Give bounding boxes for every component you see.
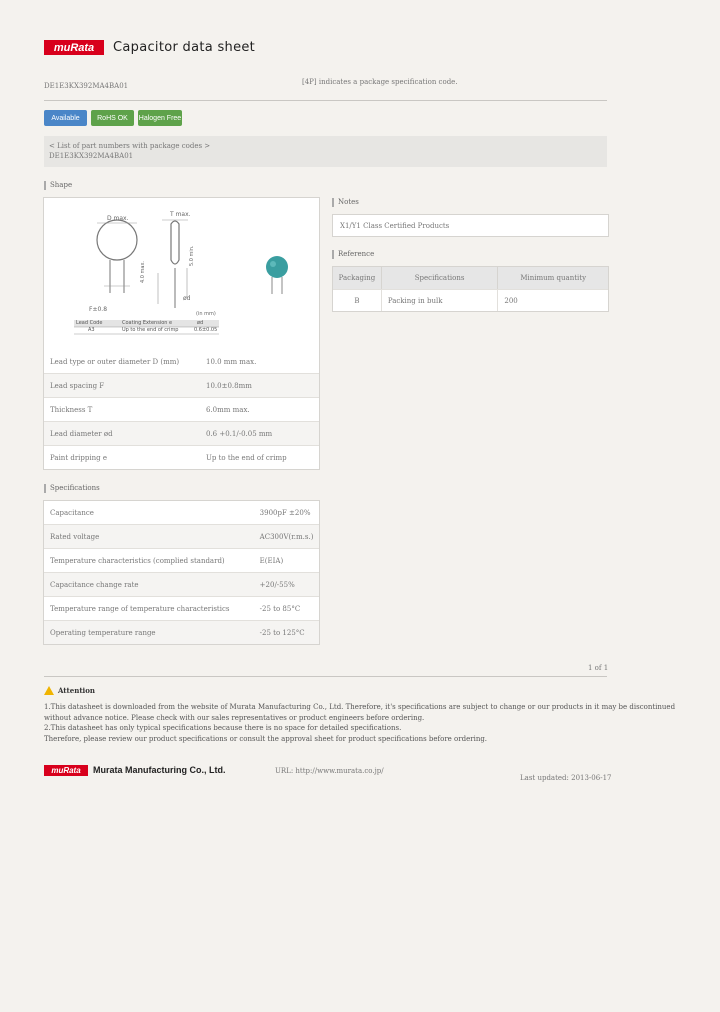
table-row bbox=[44, 620, 319, 644]
dimension-label: Lead spacing F bbox=[50, 381, 105, 390]
t-max-label: T max. bbox=[170, 211, 191, 218]
table-row bbox=[44, 524, 319, 548]
part-list-box bbox=[44, 136, 607, 167]
murata-logo: muRata bbox=[44, 40, 104, 55]
lead-table-header-code: Lead Code bbox=[76, 320, 103, 326]
shape-dimensions-table bbox=[43, 350, 320, 470]
reference-header-quantity: Minimum quantity bbox=[520, 274, 587, 282]
reference-header-packaging: Packaging bbox=[333, 267, 382, 289]
spec-code-note: [4P] indicates a package specification code. bbox=[302, 78, 458, 86]
capacitor-shape-diagram bbox=[44, 198, 319, 351]
table-row bbox=[44, 397, 319, 421]
spec-label: Capacitance change rate bbox=[50, 580, 139, 589]
lead-table-header-coating: Coating Extension e bbox=[122, 320, 173, 326]
spec-value: -25 to 85°C bbox=[259, 604, 301, 613]
spec-value: AC300V(r.m.s.) bbox=[259, 532, 314, 541]
table-row bbox=[44, 572, 319, 596]
lead-table-header-diameter: ød bbox=[197, 320, 204, 326]
footer-url[interactable]: URL: http://www.murata.co.jp/ bbox=[275, 767, 384, 775]
table-row bbox=[44, 421, 319, 445]
dimension-value: Up to the end of crimp bbox=[206, 453, 287, 462]
halogen-free-badge[interactable]: Halogen Free bbox=[138, 110, 182, 126]
reference-heading: Reference bbox=[332, 250, 374, 259]
dimension-label: Lead diameter ød bbox=[50, 429, 113, 438]
footer-murata-logo: muRata bbox=[44, 765, 88, 776]
reference-cell-specifications: Packing in bulk bbox=[382, 290, 499, 311]
lead-table-cell-diameter: 0.6±0.05 bbox=[194, 327, 218, 333]
lead-table-cell-coating: Up to the end of crimp bbox=[122, 327, 179, 333]
table-row bbox=[333, 289, 608, 311]
reference-cell-quantity: 200 bbox=[504, 296, 518, 305]
warning-icon bbox=[44, 686, 54, 695]
reference-cell-packaging: B bbox=[333, 290, 382, 311]
lead-table-cell-code: A3 bbox=[88, 327, 95, 333]
dimension-label: Thickness T bbox=[50, 405, 93, 414]
table-row bbox=[44, 596, 319, 620]
header-divider bbox=[44, 100, 607, 101]
spec-value: 3900pF ±20% bbox=[259, 508, 311, 517]
d-label: ød bbox=[183, 295, 191, 302]
notes-box bbox=[332, 214, 609, 237]
part-list-value[interactable]: DE1E3KX392MA4BA01 bbox=[49, 152, 134, 160]
reference-header-specifications: Specifications bbox=[382, 267, 499, 289]
spec-label: Rated voltage bbox=[50, 532, 100, 541]
last-updated: Last updated: 2013-06-17 bbox=[520, 774, 612, 782]
table-row bbox=[44, 373, 319, 397]
attention-line: 2.This datasheet has only typical specifications because there is no space for detailed specifications. bbox=[44, 724, 402, 732]
unit-label: (in mm) bbox=[196, 311, 216, 317]
attention-header bbox=[44, 686, 95, 695]
specifications-table bbox=[43, 500, 320, 645]
table-header-row bbox=[333, 267, 608, 289]
page-number: 1 of 1 bbox=[588, 664, 609, 672]
dimension-value: 0.6 +0.1/-0.05 mm bbox=[206, 429, 273, 438]
reference-table bbox=[332, 266, 609, 312]
spec-label: Capacitance bbox=[50, 508, 94, 517]
spec-value: +20/-55% bbox=[259, 580, 295, 589]
f-label: F±0.8 bbox=[89, 306, 108, 313]
dimension-value: 6.0mm max. bbox=[206, 405, 250, 414]
rohs-badge[interactable]: RoHS OK bbox=[91, 110, 134, 126]
dimension-value: 10.0 mm max. bbox=[206, 357, 257, 366]
lead-length-label: 4.0 max. bbox=[140, 260, 146, 283]
attention-line: Therefore, please review our product specifications or consult the approval sheet for product specifications before ordering. bbox=[44, 734, 488, 743]
attention-line: without advance notice. Please check with our sales representatives or product engineers before ordering. bbox=[44, 713, 425, 722]
available-badge[interactable]: Available bbox=[44, 110, 87, 126]
notes-heading: Notes bbox=[332, 198, 359, 207]
shape-diagram-panel bbox=[43, 197, 320, 352]
table-row bbox=[44, 501, 319, 524]
spec-value: -25 to 125°C bbox=[259, 628, 305, 637]
footer-company-name: Murata Manufacturing Co., Ltd. bbox=[93, 765, 226, 775]
table-row bbox=[44, 350, 319, 373]
spec-label: Temperature characteristics (complied standard) bbox=[50, 556, 225, 565]
attention-text bbox=[44, 702, 676, 744]
attention-divider bbox=[44, 676, 607, 677]
spec-label: Temperature range of temperature characteristics bbox=[50, 604, 230, 613]
spec-label: Operating temperature range bbox=[50, 628, 156, 637]
attention-line: 1.This datasheet is downloaded from the website of Murata Manufacturing Co., Ltd. Therefore, it's specifications are subject to change or our products in it may be discontinued bbox=[44, 703, 676, 711]
d-max-label: D max. bbox=[107, 215, 129, 222]
table-row bbox=[44, 445, 319, 469]
page-title: Capacitor data sheet bbox=[113, 40, 256, 55]
table-row bbox=[44, 548, 319, 572]
attention-title: Attention bbox=[58, 686, 95, 695]
specifications-heading: Specifications bbox=[44, 484, 100, 493]
dimension-value: 10.0±0.8mm bbox=[206, 381, 252, 390]
part-list-heading: < List of part numbers with package codes > bbox=[49, 142, 211, 150]
e-label: 5.0 min. bbox=[189, 245, 195, 266]
dimension-label: Lead type or outer diameter D (mm) bbox=[50, 357, 180, 366]
notes-text: X1/Y1 Class Certified Products bbox=[340, 222, 450, 230]
spec-value: E(EIA) bbox=[259, 556, 284, 565]
shape-heading: Shape bbox=[44, 181, 72, 190]
dimension-label: Paint dripping e bbox=[50, 453, 107, 462]
part-number-label: DE1E3KX392MA4BA01 bbox=[44, 82, 129, 90]
